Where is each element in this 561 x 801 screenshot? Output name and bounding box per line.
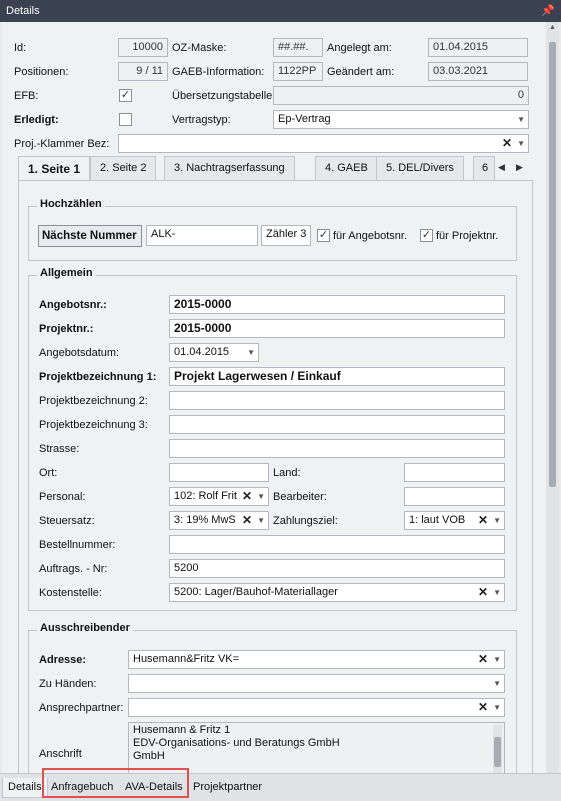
angebotsdatum-picker[interactable] bbox=[169, 343, 259, 362]
main-scrollbar[interactable] bbox=[546, 22, 559, 773]
id-field: 10000 bbox=[118, 38, 168, 57]
zu-haenden-label: Zu Händen: bbox=[39, 678, 97, 690]
erledigt-label: Erledigt: bbox=[14, 114, 59, 126]
projektnr-label: Projektnr.: bbox=[39, 323, 94, 335]
zaehler-field[interactable]: Zähler 3 bbox=[261, 225, 311, 246]
ansprechpartner-label: Ansprechpartner: bbox=[39, 702, 124, 714]
tab-scroll-left-icon[interactable]: ◀ bbox=[498, 162, 505, 172]
kostenstelle-select[interactable] bbox=[169, 583, 505, 602]
hochzaehlen-title: Hochzählen bbox=[37, 198, 105, 210]
tab-projektpartner[interactable]: Projektpartner bbox=[193, 781, 263, 793]
chevron-down-icon[interactable]: ▼ bbox=[493, 655, 501, 664]
clear-icon[interactable]: ✕ bbox=[241, 513, 252, 527]
id-label: Id: bbox=[14, 42, 27, 54]
ausschreibender-title: Ausschreibender bbox=[37, 622, 133, 634]
projektbezeichnung3-field[interactable] bbox=[169, 415, 505, 434]
auftrags-nr-field[interactable]: 5200 bbox=[169, 559, 505, 578]
projektnr-field[interactable]: 2015-0000 bbox=[169, 319, 505, 338]
tab-scroll-right-icon[interactable]: ▶ bbox=[516, 162, 523, 172]
tab-anfragebuch[interactable]: Anfragebuch bbox=[51, 781, 114, 793]
gaeb-info-field: 1122PP bbox=[273, 62, 323, 81]
chevron-down-icon[interactable]: ▼ bbox=[257, 516, 265, 525]
angebotsnr-label: Angebotsnr.: bbox=[39, 299, 107, 311]
angebotsdatum-value: 01.04.2015 bbox=[174, 346, 230, 358]
bestellnummer-label: Bestellnummer: bbox=[39, 539, 116, 551]
allgemein-title: Allgemein bbox=[37, 267, 96, 279]
personal-select[interactable] bbox=[169, 487, 269, 506]
oz-maske-field: ##.##. bbox=[273, 38, 323, 57]
tab-nachtragserfassung[interactable]: 3. Nachtragserfassung bbox=[164, 156, 295, 180]
chevron-down-icon[interactable]: ▼ bbox=[493, 516, 501, 525]
personal-value: 102: Rolf Frit bbox=[174, 490, 237, 502]
erledigt-checkbox[interactable] bbox=[119, 113, 132, 126]
ort-label: Ort: bbox=[39, 467, 58, 479]
scroll-thumb[interactable] bbox=[549, 42, 556, 487]
angebotsnr-checkbox[interactable]: ✓ bbox=[318, 229, 329, 241]
projektbezeichnung3-label: Projektbezeichnung 3: bbox=[39, 419, 148, 431]
oz-maske-label: OZ-Maske: bbox=[172, 42, 227, 54]
clear-icon[interactable]: ✕ bbox=[477, 513, 488, 527]
naechste-nummer-button[interactable]: Nächste Nummer bbox=[38, 225, 142, 247]
tab-del-divers[interactable]: 5. DEL/Divers bbox=[376, 156, 464, 180]
clear-icon[interactable]: ✕ bbox=[477, 700, 488, 714]
adresse-value: Husemann&Fritz VK= bbox=[133, 653, 240, 665]
land-label: Land: bbox=[273, 467, 301, 479]
personal-label: Personal: bbox=[39, 491, 86, 503]
zahlungsziel-select[interactable] bbox=[404, 511, 505, 530]
chevron-down-icon[interactable]: ▼ bbox=[493, 703, 501, 712]
details-panel bbox=[2, 22, 559, 773]
anschrift-label: Anschrift bbox=[39, 748, 82, 760]
clear-icon[interactable]: ✕ bbox=[477, 585, 488, 599]
angebotsnr-field[interactable]: 2015-0000 bbox=[169, 295, 505, 314]
projektbezeichnung2-field[interactable] bbox=[169, 391, 505, 410]
anschrift-line-2: EDV-Organisations- und Beratungs GmbH bbox=[133, 737, 340, 749]
scroll-up-icon[interactable]: ▲ bbox=[549, 24, 556, 31]
positionen-field: 9 / 11 bbox=[118, 62, 168, 81]
pin-icon[interactable]: 📌 bbox=[541, 5, 555, 17]
tab-seite-2[interactable]: 2. Seite 2 bbox=[90, 156, 156, 180]
anschrift-line-1: Husemann & Fritz 1 bbox=[133, 724, 231, 736]
clear-icon[interactable]: ✕ bbox=[477, 652, 488, 666]
chevron-down-icon[interactable]: ▼ bbox=[493, 588, 501, 597]
bearbeiter-field[interactable] bbox=[404, 487, 505, 506]
zu-haenden-select[interactable] bbox=[128, 674, 505, 693]
clear-icon[interactable]: ✕ bbox=[501, 136, 512, 150]
kostenstelle-label: Kostenstelle: bbox=[39, 587, 102, 599]
geaendert-field: 03.03.2021 bbox=[428, 62, 528, 81]
uebersetzung-label: Übersetzungstabelle bbox=[172, 90, 273, 102]
kostenstelle-value: 5200: Lager/Bauhof-Materiallager bbox=[174, 586, 338, 598]
angelegt-field: 01.04.2015 bbox=[428, 38, 528, 57]
bearbeiter-label: Bearbeiter: bbox=[273, 491, 327, 503]
projektbezeichnung2-label: Projektbezeichnung 2: bbox=[39, 395, 148, 407]
projektbezeichnung1-field[interactable]: Projekt Lagerwesen / Einkauf bbox=[169, 367, 505, 386]
steuersatz-value: 3: 19% MwS bbox=[174, 514, 236, 526]
angelegt-label: Angelegt am: bbox=[327, 42, 392, 54]
chevron-down-icon[interactable]: ▼ bbox=[247, 348, 255, 357]
projektbezeichnung1-label: Projektbezeichnung 1: bbox=[39, 371, 157, 383]
steuersatz-label: Steuersatz: bbox=[39, 515, 95, 527]
anschrift-textarea[interactable] bbox=[128, 722, 505, 773]
zahlungsziel-label: Zahlungsziel: bbox=[273, 515, 338, 527]
chevron-down-icon[interactable]: ▼ bbox=[257, 492, 265, 501]
steuersatz-select[interactable] bbox=[169, 511, 269, 530]
window-title: Details bbox=[6, 5, 40, 17]
highlight-box bbox=[42, 768, 189, 798]
tab-seite-1[interactable]: 1. Seite 1 bbox=[18, 156, 90, 181]
chevron-down-icon[interactable]: ▼ bbox=[517, 139, 525, 148]
strasse-label: Strasse: bbox=[39, 443, 80, 455]
uebersetzung-field: 0 bbox=[273, 86, 529, 105]
vertragstyp-value: Ep-Vertrag bbox=[278, 113, 331, 125]
strasse-field[interactable] bbox=[169, 439, 505, 458]
tab-details[interactable]: Details bbox=[2, 778, 48, 798]
anschrift-scroll-thumb[interactable] bbox=[494, 737, 501, 767]
bestellnummer-field[interactable] bbox=[169, 535, 505, 554]
ansprechpartner-select[interactable] bbox=[128, 698, 505, 717]
tab-gaeb[interactable]: 4. GAEB bbox=[315, 156, 378, 180]
land-field[interactable] bbox=[404, 463, 505, 482]
angebotsnr-check-label: für Angebotsnr. bbox=[333, 230, 407, 242]
chevron-down-icon[interactable]: ▼ bbox=[493, 679, 501, 688]
vertragstyp-label: Vertragstyp: bbox=[172, 114, 231, 126]
gaeb-info-label: GAEB-Information: bbox=[172, 66, 265, 78]
efb-checkbox[interactable]: ✓ bbox=[120, 89, 131, 101]
chevron-down-icon[interactable]: ▼ bbox=[517, 115, 525, 124]
projektnr-check-label: für Projektnr. bbox=[436, 230, 499, 242]
proj-klammer-label: Proj.-Klammer Bez: bbox=[14, 138, 110, 150]
tab-ava-details[interactable]: AVA-Details bbox=[125, 781, 183, 793]
efb-label: EFB: bbox=[14, 90, 39, 102]
title-bar bbox=[0, 0, 561, 22]
ort-field[interactable] bbox=[169, 463, 269, 482]
tab-6[interactable]: 6 bbox=[473, 156, 495, 180]
angebotsdatum-label: Angebotsdatum: bbox=[39, 347, 120, 359]
adresse-label: Adresse: bbox=[39, 654, 87, 666]
auftrags-nr-label: Auftrags. - Nr: bbox=[39, 563, 108, 575]
adresse-select[interactable] bbox=[128, 650, 505, 669]
positionen-label: Positionen: bbox=[14, 66, 69, 78]
vertragstyp-select[interactable] bbox=[273, 110, 529, 129]
anschrift-scrollbar[interactable] bbox=[493, 725, 502, 773]
anschrift-line-3: GmbH bbox=[133, 750, 165, 762]
clear-icon[interactable]: ✕ bbox=[241, 489, 252, 503]
prefix-input[interactable]: ALK- bbox=[146, 225, 258, 246]
proj-klammer-select[interactable] bbox=[118, 134, 529, 153]
projektnr-checkbox[interactable]: ✓ bbox=[421, 229, 432, 241]
zahlungsziel-value: 1: laut VOB bbox=[409, 514, 466, 526]
geaendert-label: Geändert am: bbox=[327, 66, 395, 78]
